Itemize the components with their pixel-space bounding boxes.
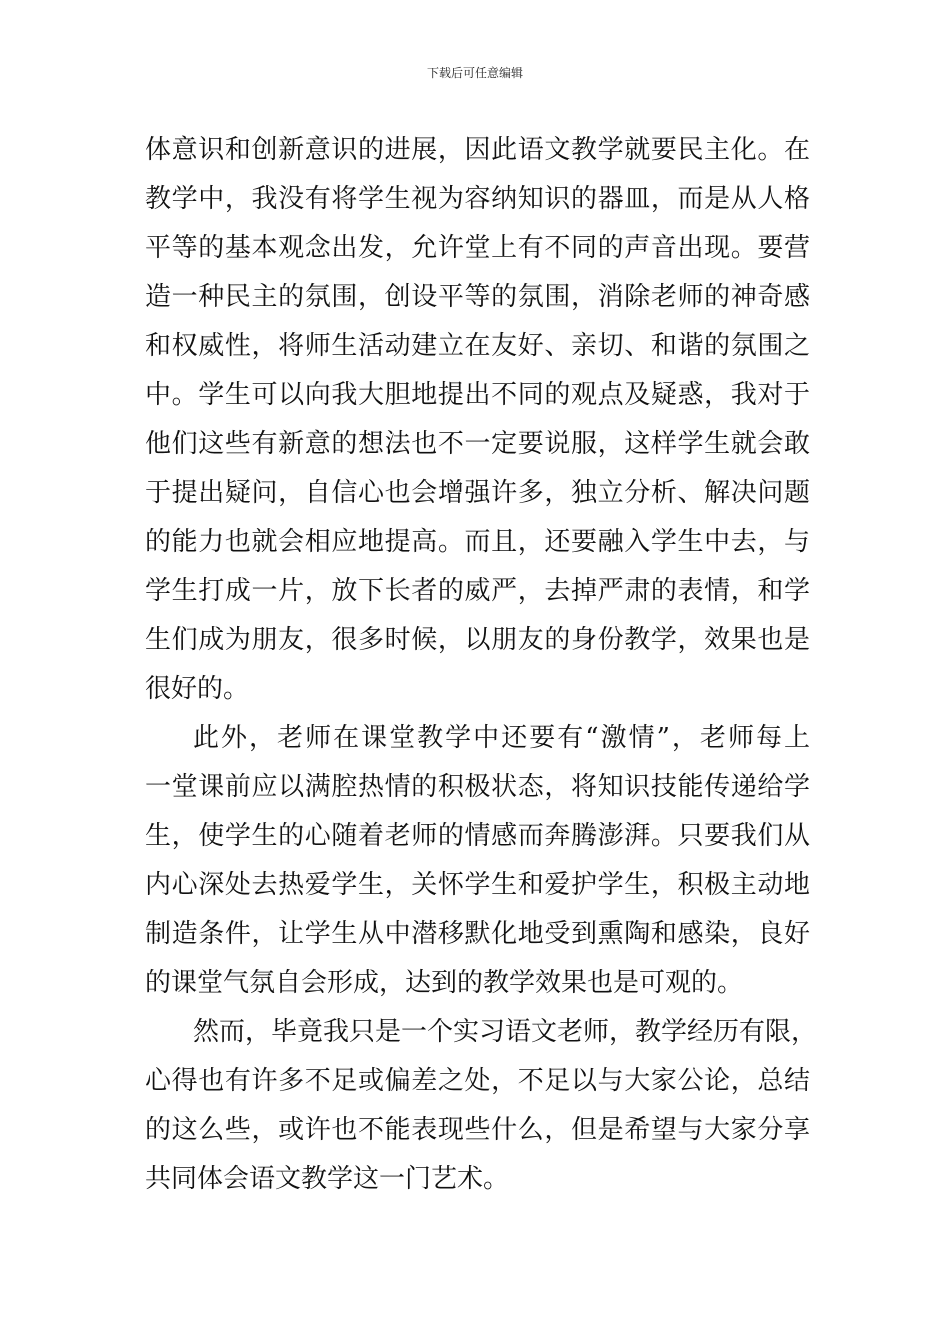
text-line: 他们这些有新意的想法也不一定要说服，这样学生就会敢	[145, 429, 810, 459]
text-line: 然而，毕竟我只是一个实习语文老师，教学经历有限，	[193, 1017, 818, 1047]
text-line: 心得也有许多不足或偏差之处，不足以与大家公论，总结	[145, 1066, 810, 1096]
text-line: 制造条件，让学生从中潜移默化地受到熏陶和感染，良好	[145, 919, 810, 949]
text-line: 很好的。	[145, 674, 250, 704]
text-line: 于提出疑问，自信心也会增强许多，独立分析、解决问题	[145, 478, 810, 508]
paragraph-1	[145, 126, 810, 714]
text-line: 共同体会语文教学这一门艺术。	[145, 1164, 510, 1194]
paragraph-2	[145, 714, 810, 1008]
text-line: 内心深处去热爱学生，关怀学生和爱护学生，积极主动地	[145, 870, 810, 900]
page-header: 下载后可任意编辑	[426, 66, 523, 80]
text-line: 教学中，我没有将学生视为容纳知识的器皿，而是从人格	[145, 184, 810, 214]
text-line: 此外，老师在课堂教学中还要有“激情”，老师每上	[193, 723, 810, 753]
text-line: 平等的基本观念出发，允许堂上有不同的声音出现。要营	[145, 233, 810, 263]
text-line: 生，使学生的心随着老师的情感而奔腾澎湃。只要我们从	[145, 821, 810, 851]
paragraph-3	[145, 1008, 818, 1204]
text-line: 一堂课前应以满腔热情的积极状态，将知识技能传递给学	[145, 772, 810, 802]
text-line: 的课堂气氛自会形成，达到的教学效果也是可观的。	[145, 968, 744, 998]
text-line: 生们成为朋友，很多时候，以朋友的身份教学，效果也是	[145, 625, 810, 655]
text-line: 和权威性，将师生活动建立在友好、亲切、和谐的氛围之	[145, 331, 810, 361]
text-line: 造一种民主的氛围，创设平等的氛围，消除老师的神奇感	[145, 282, 810, 312]
text-line: 学生打成一片，放下长者的威严，去掉严肃的表情，和学	[145, 576, 810, 606]
document-body	[145, 126, 818, 1204]
text-line: 体意识和创新意识的进展，因此语文教学就要民主化。在	[145, 135, 810, 165]
text-line: 中。学生可以向我大胆地提出不同的观点及疑惑，我对于	[145, 380, 810, 410]
text-line: 的能力也就会相应地提高。而且，还要融入学生中去，与	[145, 527, 810, 557]
text-line: 的这么些，或许也不能表现些什么，但是希望与大家分享	[145, 1115, 810, 1145]
